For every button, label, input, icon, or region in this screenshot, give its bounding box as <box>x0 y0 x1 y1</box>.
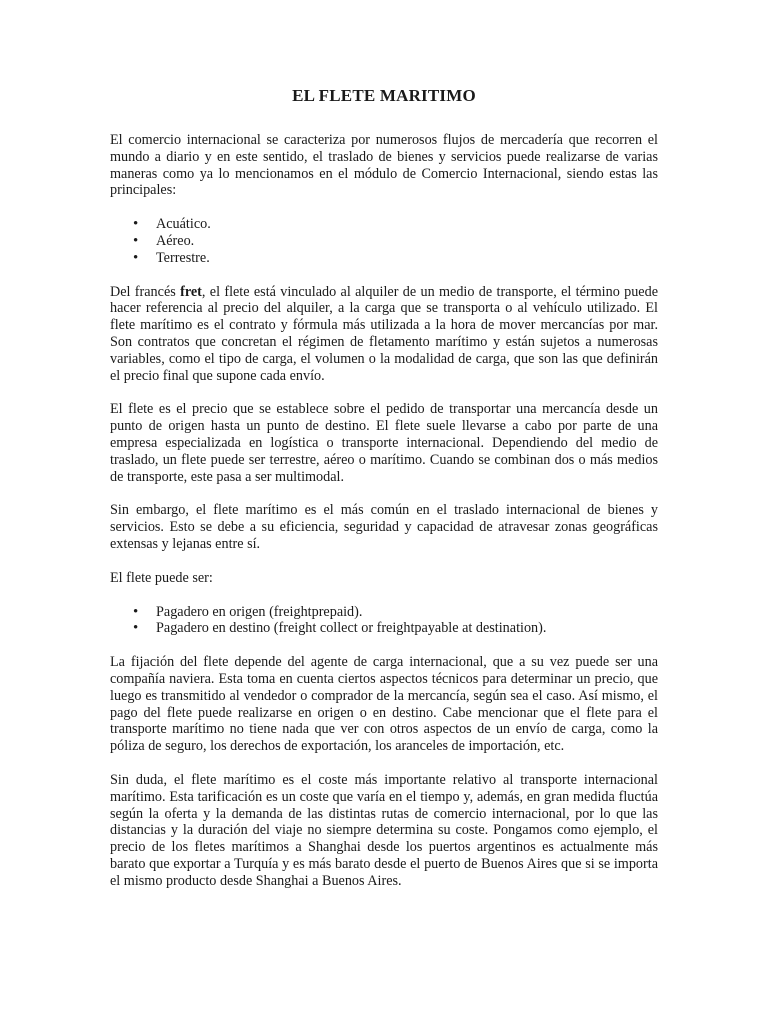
document-page <box>110 86 658 906</box>
document-title: EL FLETE MARITIMO <box>292 86 476 105</box>
list-item: • Terrestre. <box>110 250 658 267</box>
transport-modes-list <box>110 216 658 266</box>
origin-paragraph <box>110 284 658 385</box>
intro-paragraph: El comercio internacional se caracteriza por numerosos flujos de mercadería que recorren el mundo a diario y en este sentido, el traslado de bienes y servicios puede realizarse de varias maneras como ya lo mencionamos en el módulo de Comercio Internacional, siendo estas las principales: <box>110 132 658 199</box>
cost-paragraph: Sin duda, el flete marítimo es el coste más importante relativo al transporte internacional marítimo. Esta tarificación es un coste que varía en el tiempo y, además, en gran medida fluctúa según la oferta y la demanda de las distintas rutas de comercio internacional, por lo que las distancias y la duración del viaje no siempre determina su coste. Pongamos como ejemplo, el precio de los fletes marítimos a Shanghai desde los puertos argentinos es actualmente más barato que exportar a Turquía y es más barato desde el puerto de Buenos Aires que si se importa el mismo producto desde Shanghai a Buenos Aires. <box>110 771 658 889</box>
list-item: • Acuático. <box>110 216 658 233</box>
list-item: • Aéreo. <box>110 233 658 250</box>
freight-types-list <box>110 604 658 638</box>
definition-paragraph: El flete es el precio que se establece sobre el pedido de transportar una mercancía desde un punto de origen hasta un punto de destino. El flete suele llevarse a cabo por parte de una empresa especializada en logística o transporte internacional. Dependiendo del medio de traslado, un flete puede ser terrestre, aéreo o marítimo. Cuando se combinan dos o más medios de transporte, este pasa a ser multimodal. <box>110 401 658 485</box>
list-item: • Pagadero en origen (freightprepaid). <box>110 604 658 621</box>
maritime-paragraph: Sin embargo, el flete marítimo es el más común en el traslado internacional de bienes y servicios. Esto se debe a su eficiencia, seguridad y capacidad de atravesar zonas geográficas extensas y lejanas entre sí. <box>110 502 658 552</box>
bold-term: fret <box>180 283 202 300</box>
origin-text-after: , el flete está vinculado al alquiler de un medio de transporte, el término puede hacer referencia al precio del alquiler, a la carga que se transporta o al vehículo utilizado. El flete marítimo es el contrato y fórmula más utilizada a la hora de mover mercancías por mar. Son contratos que concretan el régimen de fletamento marítimo y están sujetos a numerosas variables, como el tipo de carga, el volumen o la modalidad de carga, que son las que definirán el precio final que supone cada envío. <box>110 283 658 384</box>
fixing-paragraph: La fijación del flete depende del agente de carga internacional, que a su vez puede ser una compañía naviera. Esta toma en cuenta ciertos aspectos técnicos para determinar un precio, que luego es transmitido al vendedor o comprador de la mercancía, según sea el caso. Así mismo, el pago del flete puede realizarse en origen o en destino. Cabe mencionar que el flete para el transporte marítimo no tiene nada que ver con otros aspectos de un envío de carga, como la póliza de seguro, los derechos de exportación, los aranceles de importación, etc. <box>110 654 658 755</box>
types-intro: El flete puede ser: <box>110 569 213 586</box>
origin-text-before: Del francés <box>110 283 181 300</box>
list-item: • Pagadero en destino (freight collect or freightpayable at destination). <box>110 620 658 637</box>
